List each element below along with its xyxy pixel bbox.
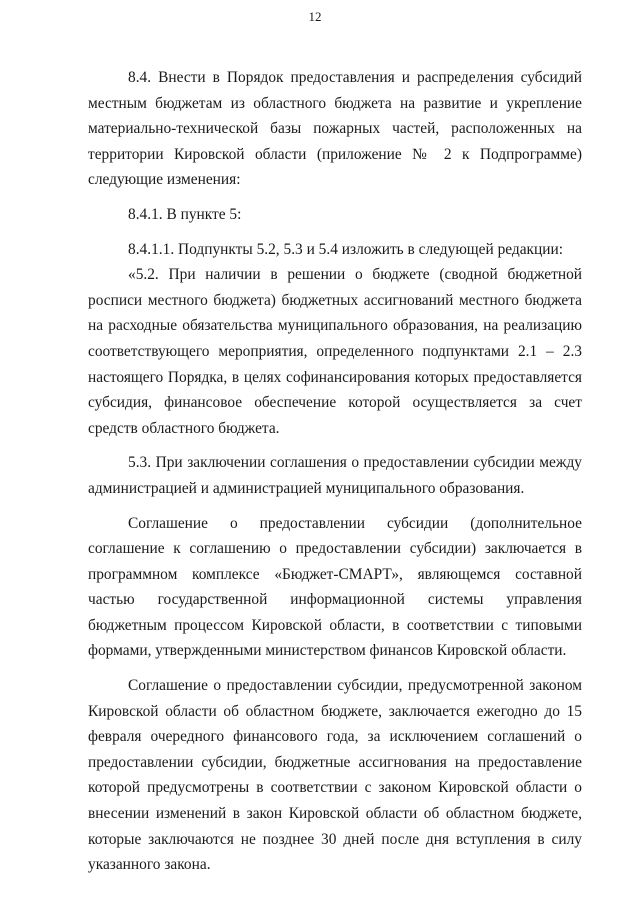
page-number: 12 bbox=[308, 9, 322, 24]
paragraph-8-4-1-1: 8.4.1.1. Подпункты 5.2, 5.3 и 5.4 изложить в следующей редакции: bbox=[128, 240, 564, 258]
paragraph-agreement-deadline: Соглашение о предоставлении субсидии, предусмотренной законом Кировской области об областном бюджете, заключается ежегодно до 15 февраля очередного финансового года, за исключением соглашений о предоставлении субсидии, бюджетные ассигнования на предоставление которой предусмотрены в соответствии с законом Кировской области о внесении изменений в закон Кировской области об областном бюджете, которые заключаются не позднее 30 дней после дня вступления в силу указанного закона. bbox=[88, 677, 582, 874]
paragraph-5-3: 5.3. При заключении соглашения о предоставлении субсидии между администрацией и администрацией муниципального образования. bbox=[88, 454, 582, 497]
document-body bbox=[88, 65, 582, 878]
paragraph-8-4: 8.4. Внести в Порядок предоставления и распределения субсидий местным бюджетам из областного бюджета на развитие и укрепление материально-технической базы пожарных частей, расположенных на территории Кировской области (приложение № 2 к Подпрограмме) следующие изменения: bbox=[88, 69, 582, 189]
paragraph-agreement-form: Соглашение о предоставлении субсидии (дополнительное соглашение к соглашению о предоставлении субсидии) заключается в программном комплексе «Бюджет-СМАРТ», являющемся составной частью государственной информационной системы управления бюджетным процессом Кировской области, в соответствии с типовыми формами, утвержденными министерством финансов Кировской области. bbox=[88, 514, 582, 660]
paragraph-5-2: «5.2. При наличии в решении о бюджете (сводной бюджетной росписи местного бюджета) бюджетных ассигнований местного бюджета на расходные обязательства муниципального образования, на реализацию соответствующего мероприятия, определенного подпунктами 2.1 – 2.3 настоящего Порядка, в целях софинансирования которых предоставляется субсидия, финансовое обеспечение которой осуществляется за счет средств областного бюджета. bbox=[88, 266, 582, 437]
paragraph-8-4-1: 8.4.1. В пункте 5: bbox=[128, 205, 242, 223]
